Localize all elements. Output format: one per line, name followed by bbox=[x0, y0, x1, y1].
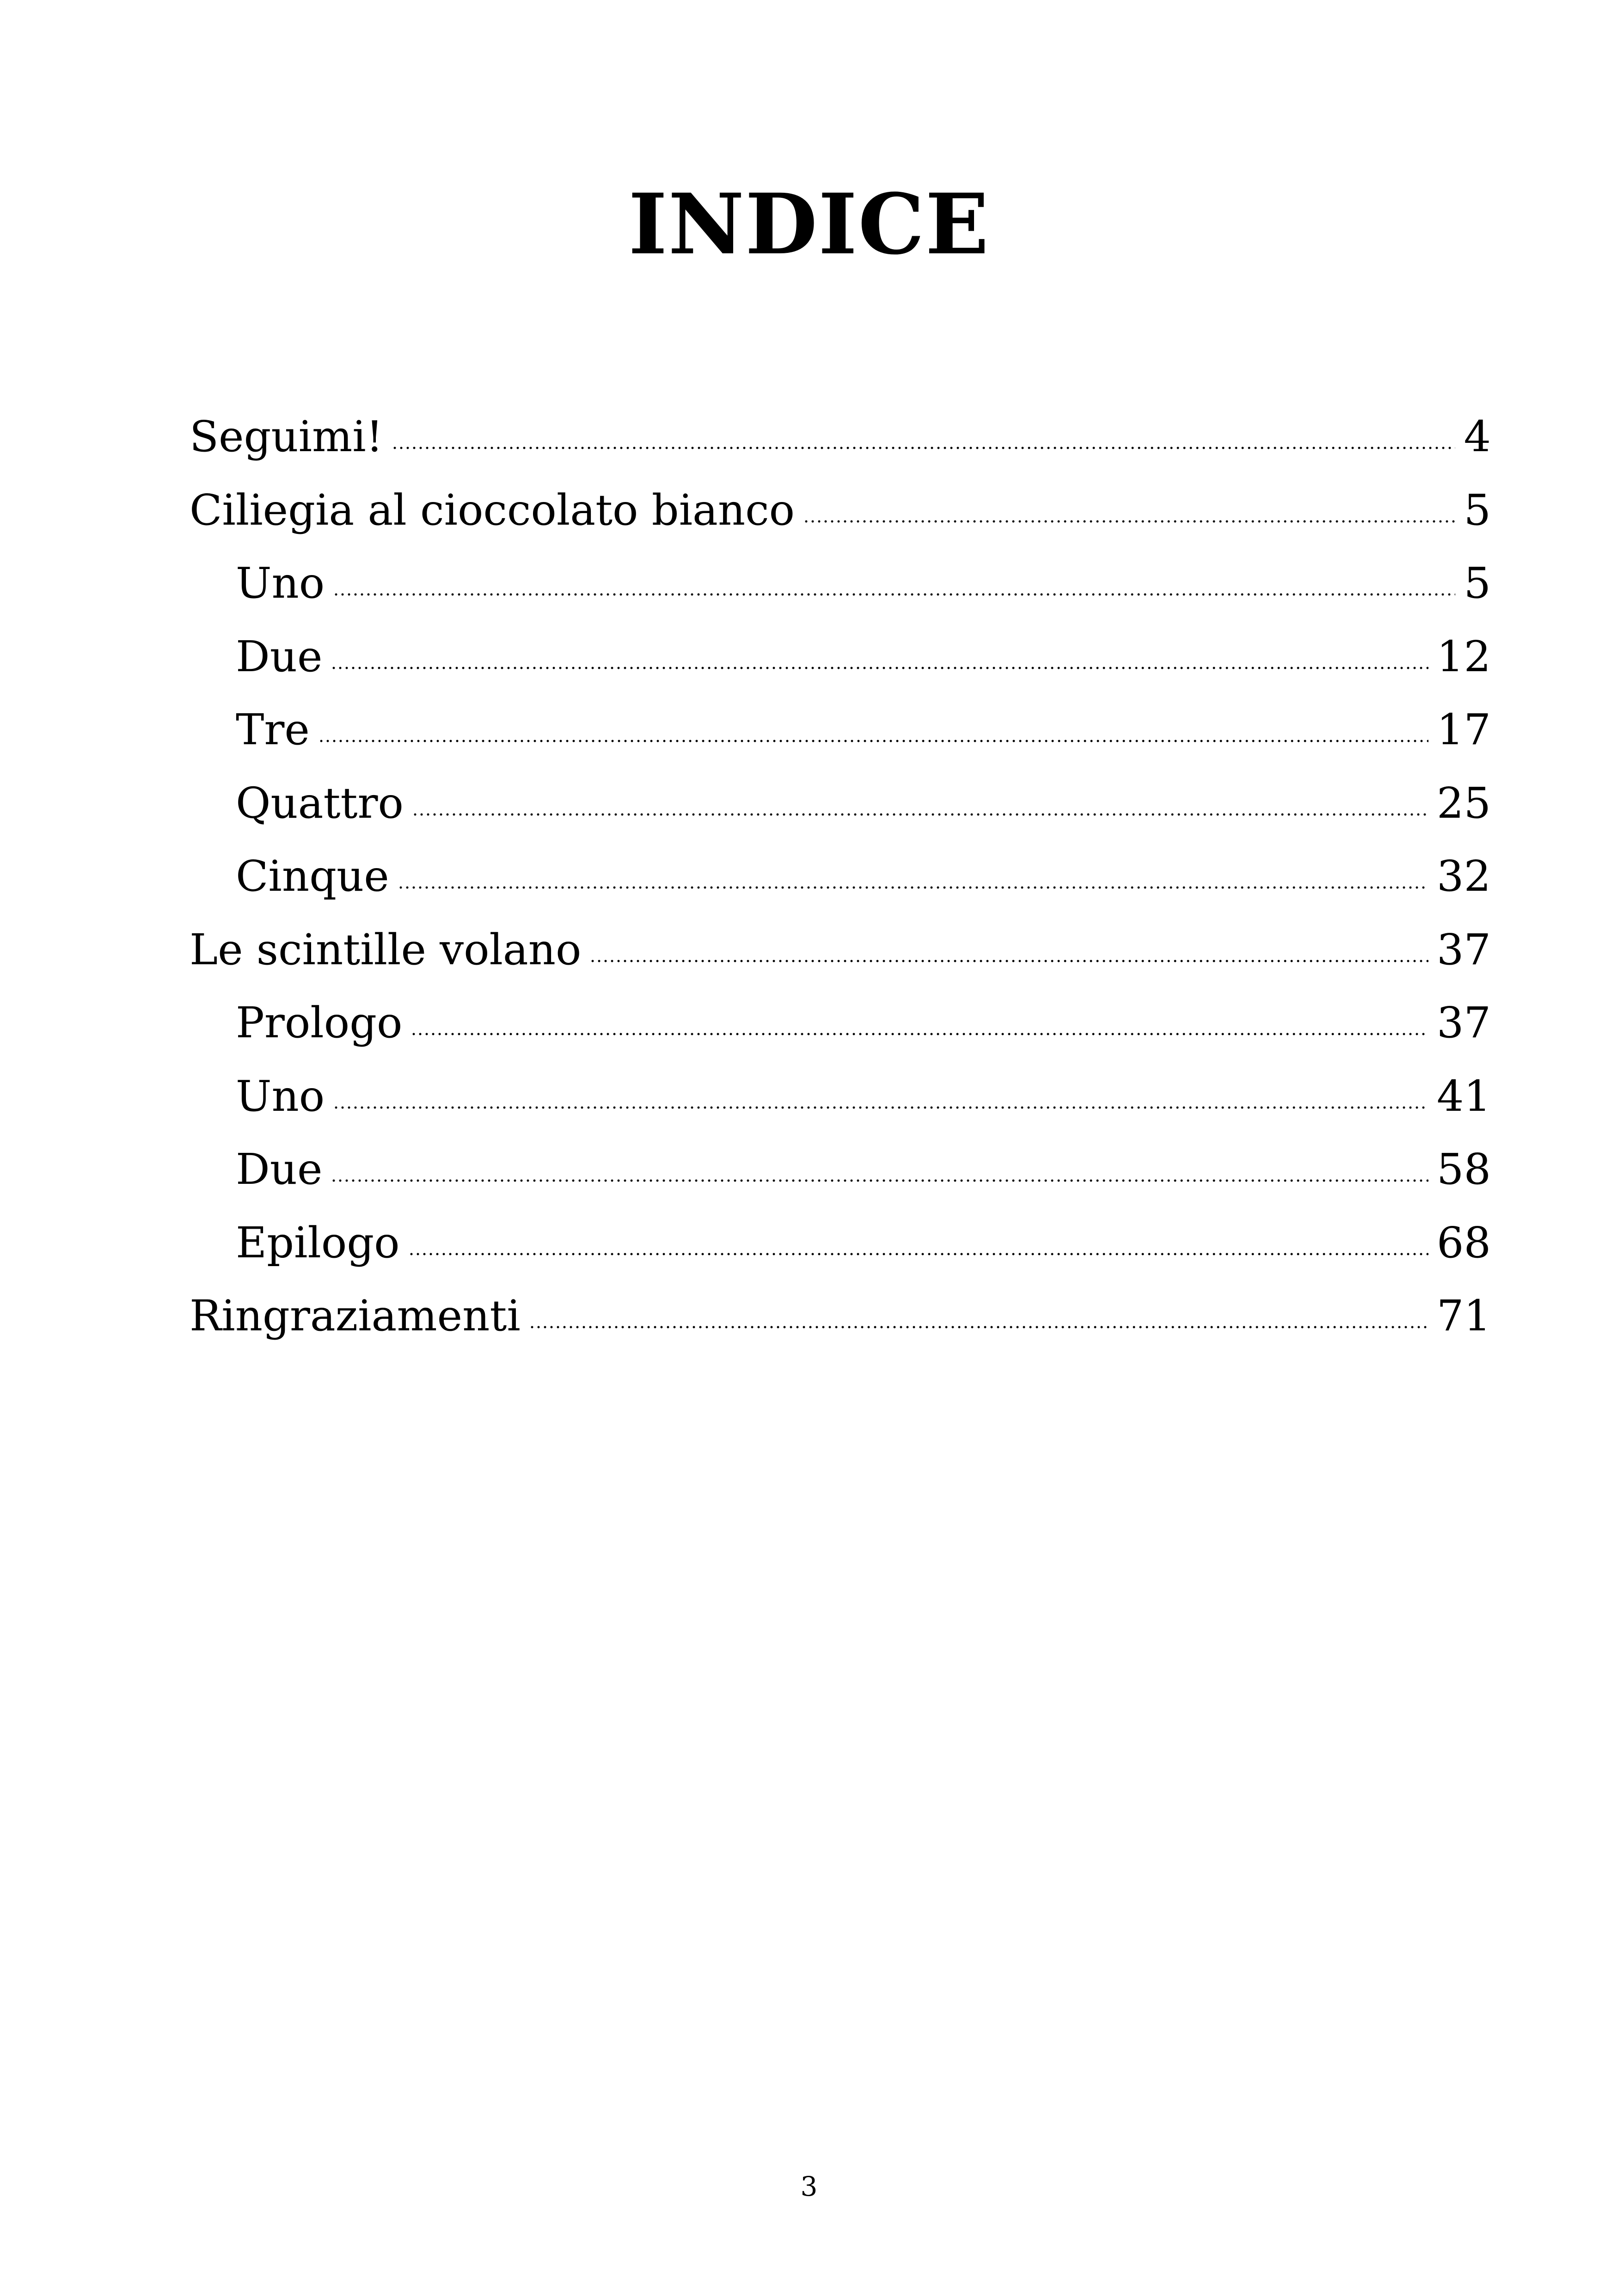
toc-entry bbox=[190, 620, 1491, 694]
toc-entry-title: Uno bbox=[236, 1071, 325, 1121]
dot-leader bbox=[589, 960, 1428, 962]
page-title: INDICE bbox=[628, 175, 990, 273]
toc-entry-page: 12 bbox=[1436, 631, 1491, 681]
toc-entry bbox=[190, 1280, 1491, 1353]
dot-leader bbox=[333, 593, 1455, 596]
toc-entry-title: Quattro bbox=[236, 778, 404, 828]
dot-leader bbox=[803, 520, 1455, 523]
dot-leader bbox=[331, 667, 1428, 669]
dot-leader bbox=[529, 1326, 1428, 1329]
toc-entry-title: Prologo bbox=[236, 998, 403, 1047]
toc-entry bbox=[190, 400, 1491, 474]
toc-entry-page: 17 bbox=[1436, 705, 1491, 754]
toc-entry bbox=[190, 1133, 1491, 1206]
toc-entry-title: Tre bbox=[236, 705, 310, 754]
toc-entry-page: 41 bbox=[1436, 1071, 1491, 1121]
dot-leader bbox=[331, 1179, 1428, 1182]
toc-entry-title: Le scintille volano bbox=[190, 925, 582, 974]
toc-entry-page: 5 bbox=[1464, 485, 1491, 535]
toc-entry-title: Ciliegia al cioccolato bianco bbox=[190, 485, 795, 535]
toc-entry-page: 68 bbox=[1436, 1218, 1491, 1267]
dot-leader bbox=[408, 1253, 1428, 1255]
toc-entry-page: 37 bbox=[1436, 998, 1491, 1047]
dot-leader bbox=[412, 813, 1428, 816]
table-of-contents bbox=[190, 400, 1491, 1353]
toc-entry bbox=[190, 986, 1491, 1060]
dot-leader bbox=[333, 1106, 1428, 1109]
toc-entry bbox=[190, 840, 1491, 913]
dot-leader bbox=[318, 740, 1428, 742]
toc-entry-title: Uno bbox=[236, 558, 325, 608]
toc-entry-title: Seguimi! bbox=[190, 412, 383, 461]
toc-entry-title: Due bbox=[236, 1145, 323, 1194]
toc-entry-page: 32 bbox=[1436, 851, 1491, 901]
toc-entry bbox=[190, 1060, 1491, 1133]
toc-entry bbox=[190, 767, 1491, 840]
toc-entry-title: Ringraziamenti bbox=[190, 1291, 521, 1341]
toc-entry bbox=[190, 547, 1491, 620]
toc-entry-page: 58 bbox=[1436, 1145, 1491, 1194]
toc-entry-page: 37 bbox=[1436, 925, 1491, 974]
toc-entry bbox=[190, 474, 1491, 547]
toc-entry bbox=[190, 1206, 1491, 1280]
toc-entry-title: Cinque bbox=[236, 851, 389, 901]
toc-entry bbox=[190, 693, 1491, 767]
page-number: 3 bbox=[800, 2171, 818, 2202]
toc-entry-page: 71 bbox=[1436, 1291, 1491, 1341]
toc-entry-page: 4 bbox=[1464, 412, 1491, 461]
toc-entry bbox=[190, 913, 1491, 987]
dot-leader bbox=[392, 447, 1456, 449]
dot-leader bbox=[411, 1033, 1428, 1035]
toc-entry-page: 5 bbox=[1464, 558, 1491, 608]
toc-entry-title: Due bbox=[236, 631, 323, 681]
toc-entry-page: 25 bbox=[1436, 778, 1491, 828]
toc-entry-title: Epilogo bbox=[236, 1218, 400, 1267]
dot-leader bbox=[398, 886, 1428, 889]
